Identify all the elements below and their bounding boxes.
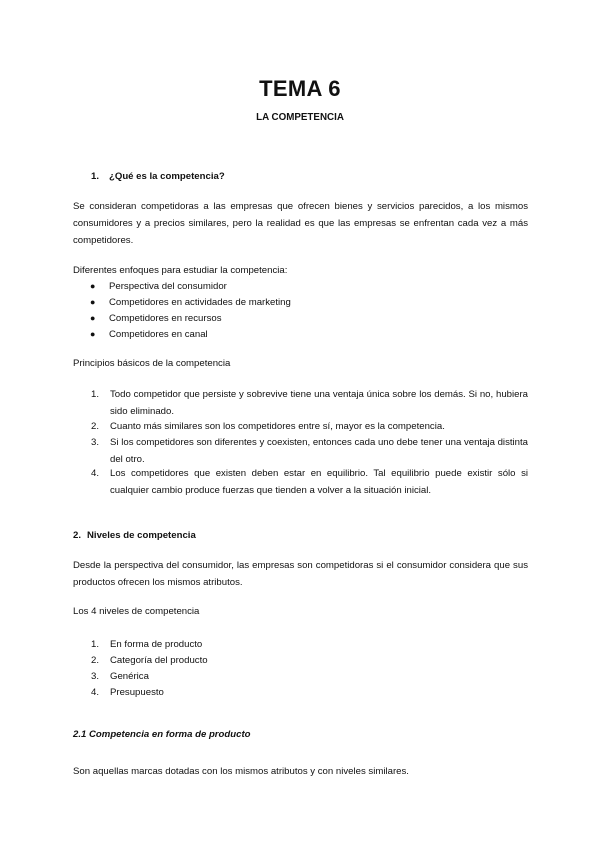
bullet-icon: ● <box>90 329 96 339</box>
section2-heading: Niveles de competencia <box>87 530 196 541</box>
bullet-icon: ● <box>90 281 96 291</box>
section1-heading: ¿Qué es la competencia? <box>109 171 225 182</box>
principles-intro: Principios básicos de la competencia <box>73 358 231 369</box>
section1-number: 1. <box>91 171 100 182</box>
levels-intro: Los 4 niveles de competencia <box>73 606 200 617</box>
section1-paragraph: Se consideran competidoras a las empresas que ofrecen bienes y servicios parecidos, a los mismos consumidores y a precios similares, pero la realidad es que las empresas se enfrentan cada vez a más competidores. <box>73 201 528 246</box>
document-page: TEMA 6 LA COMPETENCIA 1. ¿Qué es la competencia? Se consideran competidoras a las empresas que ofrecen bienes y servicios parecidos, a los mismos consumidores y a precios similares, pero la realidad es que las empresas se enfrentan cada vez a más competidores. Diferentes enfoques para estudiar la competencia: ● Perspectiva del consumidor ● Competidores en actividades de marketing ● Competidores en recursos ● Competidores en canal Principios básicos de la competencia 1. Todo competidor que persiste y sobrevive tiene una ventaja única sobre los demás. Si no, hubiera sido eliminado. 2. Cuanto más similares son los competidores entre sí, mayor es la competencia. 3. Si los competidores son diferentes y coexisten, entonces cada uno debe tener una ventaja distinta del otro. 4. Los competidores que existen deben estar en equilibrio. Tal equilibrio puede existir sólo si cualquier cambio produce fuerzas que tienden a volver a la situación inicial. 2. Niveles de competencia Desde la perspectiva del consumidor, las empresas son competidoras si el consumidor considera que sus productos ofrecen los mismos atributos. Los 4 niveles de competencia 1. En forma de producto 2. Categoría del producto 3. Genérica 4. Presupuesto 2.1 Competencia en forma de producto Son aquellas marcas dotadas con los mismos atributos y con niveles similares. <box>0 0 600 848</box>
section21-paragraph: Son aquellas marcas dotadas con los mismos atributos y con niveles similares. <box>73 766 409 777</box>
approaches-intro: Diferentes enfoques para estudiar la competencia: <box>73 265 288 276</box>
bullet-icon: ● <box>90 313 96 323</box>
section2-paragraph: Desde la perspectiva del consumidor, las empresas son competidoras si el consumidor considera que sus productos ofrecen los mismos atributos. <box>73 560 528 588</box>
document-subtitle: LA COMPETENCIA <box>256 112 344 123</box>
document-title: TEMA 6 <box>259 76 341 101</box>
section21-heading: 2.1 Competencia en forma de producto <box>73 729 251 740</box>
bullet-icon: ● <box>90 297 96 307</box>
section2-number: 2. <box>73 530 82 541</box>
